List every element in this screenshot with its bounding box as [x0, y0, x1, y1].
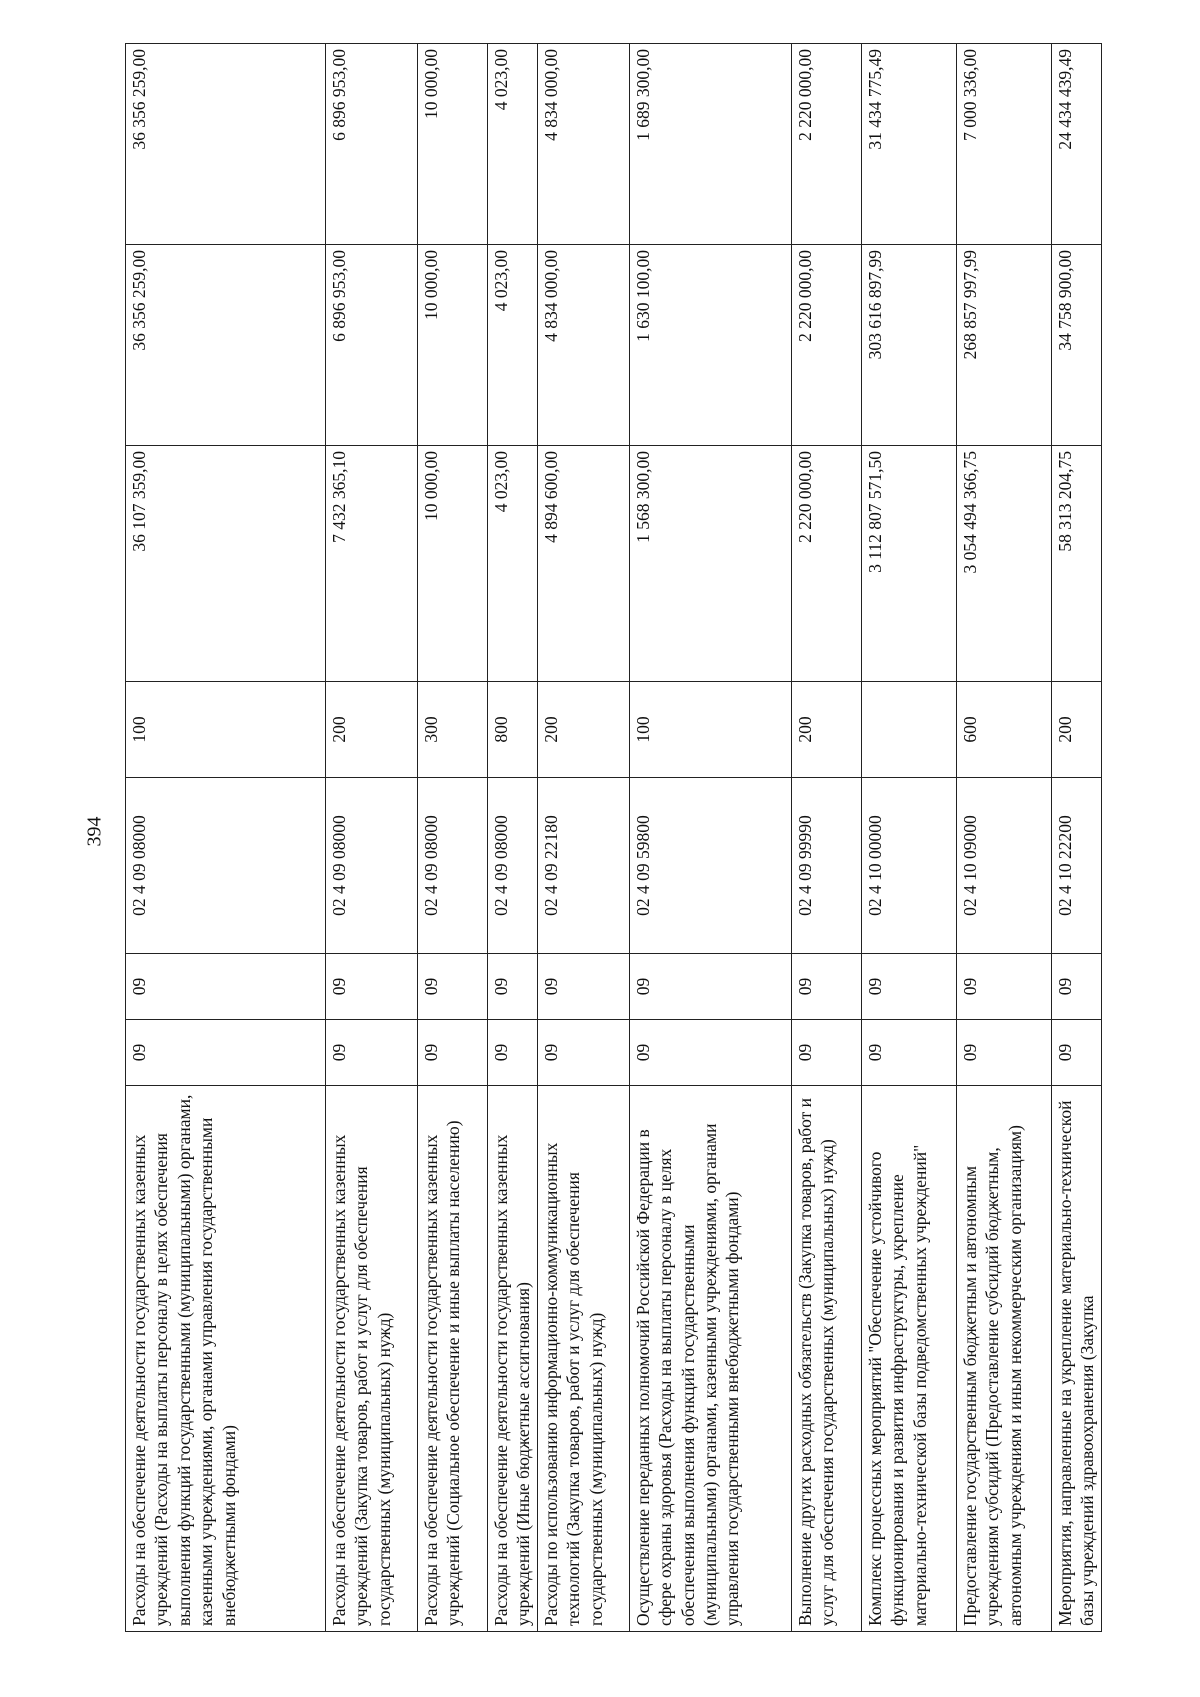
- amount-year-1: 1 568 300,00: [629, 446, 791, 682]
- section-code: 09: [1051, 1020, 1101, 1086]
- subsection-code: 09: [488, 954, 538, 1020]
- amount-year-1: 2 220 000,00: [791, 446, 861, 682]
- amount-year-3: 10 000,00: [418, 44, 488, 245]
- row-description: Расходы на обеспечение деятельности государственных казенных учреждений (Закупка товаров, работ и услуг для обеспечения государственных (муниципальных) нужд): [326, 1086, 418, 1632]
- table-row: [791, 44, 861, 1632]
- row-description: Комплекс процессных мероприятий "Обеспечение устойчивого функционирования и развития инфраструктуры, укрепление материально-технической базы подведомственных учреждений": [861, 1086, 956, 1632]
- row-description: Выполнение других расходных обязательств (Закупка товаров, работ и услуг для обеспечения государственных (муниципальных) нужд): [791, 1086, 861, 1632]
- amount-year-3: 31 434 775,49: [861, 44, 956, 245]
- amount-year-3: 1 689 300,00: [629, 44, 791, 245]
- section-code: 09: [791, 1020, 861, 1086]
- amount-year-1: 7 432 365,10: [326, 446, 418, 682]
- amount-year-2: 4 834 000,00: [537, 245, 629, 446]
- table-row: [956, 44, 1051, 1632]
- subsection-code: 09: [791, 954, 861, 1020]
- amount-year-2: 2 220 000,00: [791, 245, 861, 446]
- expense-type-code: 100: [126, 682, 326, 778]
- expense-type-code: 200: [791, 682, 861, 778]
- section-code: 09: [126, 1020, 326, 1086]
- target-article-code: 02 4 09 08000: [326, 778, 418, 954]
- expense-type-code: 200: [326, 682, 418, 778]
- target-article-code: 02 4 09 99990: [791, 778, 861, 954]
- expense-type-code: 800: [488, 682, 538, 778]
- row-description: Предоставление государственным бюджетным и автономным учреждениям субсидий (Предоставление субсидий бюджетным, автономным учреждениям и иным некоммерческим организациям): [956, 1086, 1051, 1632]
- table-row: [861, 44, 956, 1632]
- subsection-code: 09: [861, 954, 956, 1020]
- section-code: 09: [956, 1020, 1051, 1086]
- page-number: 394: [83, 816, 106, 847]
- table-row: [126, 44, 326, 1632]
- table-row: [418, 44, 488, 1632]
- amount-year-3: 2 220 000,00: [791, 44, 861, 245]
- subsection-code: 09: [326, 954, 418, 1020]
- budget-table: [125, 43, 1102, 1632]
- row-description: Расходы на обеспечение деятельности государственных казенных учреждений (Социальное обеспечение и иные выплаты населению): [418, 1086, 488, 1632]
- budget-table-container: [125, 49, 1125, 1632]
- row-description: Осуществление переданных полномочий Российской Федерации в сфере охраны здоровья (Расходы на выплаты персоналу в целях обеспечения выполнения функций государственными (муниципальными) органами, казенными учреждениями, органами управления государственными внебюджетными фондами): [629, 1086, 791, 1632]
- row-description: Мероприятия, направленные на укрепление материально-технической базы учреждений здравоохранения (Закупка: [1051, 1086, 1101, 1632]
- amount-year-3: 6 896 953,00: [326, 44, 418, 245]
- expense-type-code: 300: [418, 682, 488, 778]
- amount-year-1: 4 894 600,00: [537, 446, 629, 682]
- amount-year-2: 1 630 100,00: [629, 245, 791, 446]
- amount-year-2: 10 000,00: [418, 245, 488, 446]
- table-row: [537, 44, 629, 1632]
- target-article-code: 02 4 09 08000: [418, 778, 488, 954]
- expense-type-code: 200: [537, 682, 629, 778]
- section-code: 09: [326, 1020, 418, 1086]
- subsection-code: 09: [537, 954, 629, 1020]
- subsection-code: 09: [629, 954, 791, 1020]
- target-article-code: 02 4 09 22180: [537, 778, 629, 954]
- section-code: 09: [629, 1020, 791, 1086]
- amount-year-2: 4 023,00: [488, 245, 538, 446]
- row-description: Расходы по использованию информационно-коммуникационных технологий (Закупка товаров, работ и услуг для обеспечения государственных (муниципальных) нужд): [537, 1086, 629, 1632]
- amount-year-1: 3 054 494 366,75: [956, 446, 1051, 682]
- amount-year-2: 6 896 953,00: [326, 245, 418, 446]
- table-row: [326, 44, 418, 1632]
- amount-year-3: 4 834 000,00: [537, 44, 629, 245]
- amount-year-3: 4 023,00: [488, 44, 538, 245]
- row-description: Расходы на обеспечение деятельности государственных казенных учреждений (Иные бюджетные ассигнования): [488, 1086, 538, 1632]
- section-code: 09: [861, 1020, 956, 1086]
- target-article-code: 02 4 09 08000: [126, 778, 326, 954]
- target-article-code: 02 4 09 08000: [488, 778, 538, 954]
- budget-table-body: [126, 44, 1102, 1632]
- section-code: 09: [488, 1020, 538, 1086]
- target-article-code: 02 4 10 00000: [861, 778, 956, 954]
- amount-year-3: 36 356 259,00: [126, 44, 326, 245]
- section-code: 09: [418, 1020, 488, 1086]
- amount-year-1: 3 112 807 571,50: [861, 446, 956, 682]
- expense-type-code: [861, 682, 956, 778]
- row-description: Расходы на обеспечение деятельности государственных казенных учреждений (Расходы на выплаты персоналу в целях обеспечения выполнения функций государственными (муниципальными) органами, казенными учреждениями, органами управления государственными внебюджетными фондами): [126, 1086, 326, 1632]
- target-article-code: 02 4 09 59800: [629, 778, 791, 954]
- expense-type-code: 600: [956, 682, 1051, 778]
- expense-type-code: 100: [629, 682, 791, 778]
- amount-year-2: 303 616 897,99: [861, 245, 956, 446]
- amount-year-2: 36 356 259,00: [126, 245, 326, 446]
- table-row: [1051, 44, 1101, 1632]
- target-article-code: 02 4 10 22200: [1051, 778, 1101, 954]
- amount-year-1: 4 023,00: [488, 446, 538, 682]
- amount-year-3: 7 000 336,00: [956, 44, 1051, 245]
- amount-year-1: 36 107 359,00: [126, 446, 326, 682]
- amount-year-2: 34 758 900,00: [1051, 245, 1101, 446]
- subsection-code: 09: [956, 954, 1051, 1020]
- section-code: 09: [537, 1020, 629, 1086]
- amount-year-1: 58 313 204,75: [1051, 446, 1101, 682]
- amount-year-2: 268 857 997,99: [956, 245, 1051, 446]
- subsection-code: 09: [126, 954, 326, 1020]
- expense-type-code: 200: [1051, 682, 1101, 778]
- target-article-code: 02 4 10 09000: [956, 778, 1051, 954]
- table-row: [629, 44, 791, 1632]
- amount-year-1: 10 000,00: [418, 446, 488, 682]
- subsection-code: 09: [1051, 954, 1101, 1020]
- table-row: [488, 44, 538, 1632]
- subsection-code: 09: [418, 954, 488, 1020]
- amount-year-3: 24 434 439,49: [1051, 44, 1101, 245]
